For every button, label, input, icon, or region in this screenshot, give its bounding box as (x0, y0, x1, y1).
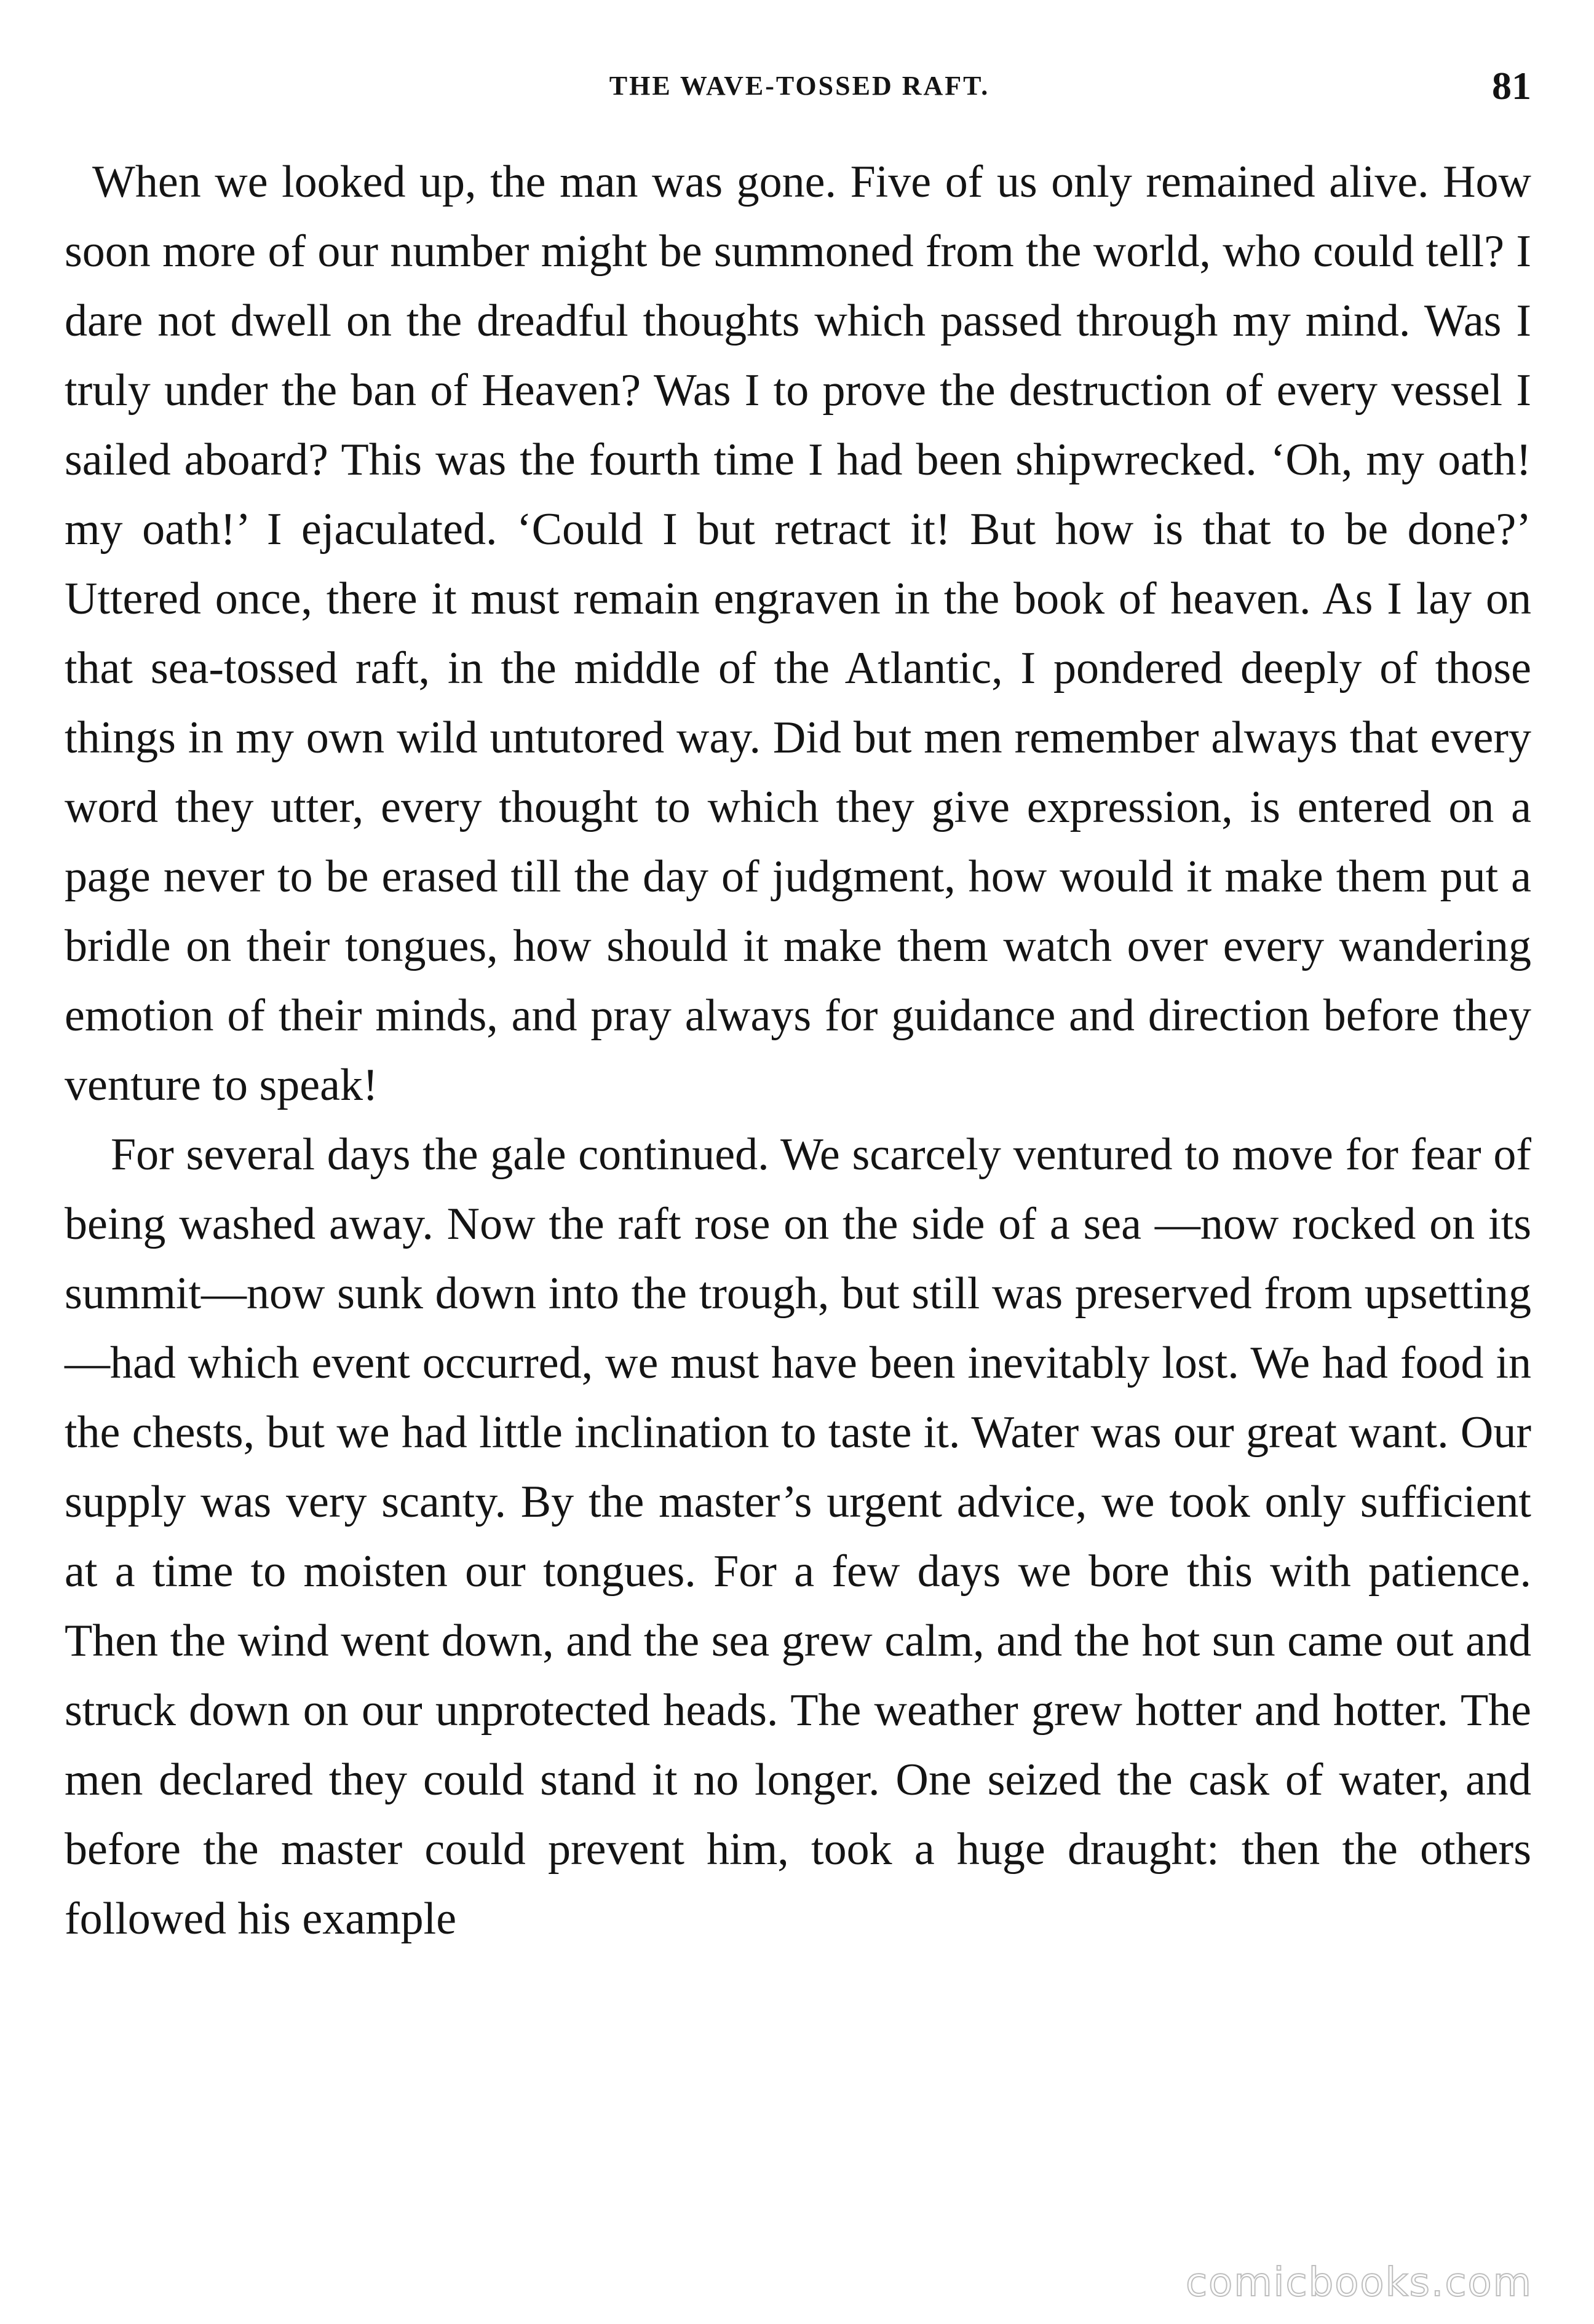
body-text (65, 148, 1531, 1954)
watermark-logo: comicbooks.com (1185, 2260, 1533, 2306)
running-title: THE WAVE-TOSSED RAFT. (609, 71, 990, 101)
paragraph-1: When we looked up, the man was gone. Five of us only remained alive. How soon more of our number might be summoned from the world, who could tell? I dare not dwell on the dreadful thoughts which passed through my mind. Was I truly under the ban of Heaven? Was I to prove the destruction of every vessel I sailed aboard? This was the fourth time I had been shipwrecked. ‘Oh, my oath! my oath!’ I ejaculated. ‘Could I but retract it! But how is that to be done?’ Uttered once, there it must remain engraven in the book of heaven. As I lay on that sea-tossed raft, in the middle of the Atlantic, I pondered deeply of those things in my own wild untutored way. Did but men remember always that every word they utter, every thought to which they give expression, is entered on a page never to be erased till the day of judgment, how would it make them put a bridle on their tongues, how should it make them watch over every wandering emotion of their minds, and pray always for guidance and direction before they venture to speak! (65, 157, 1531, 1110)
paragraph-2: For several days the gale continued. We scarcely ventured to move for fear of being washed away. Now the raft rose on the side of a sea —now rocked on its summit—now sunk down into the trough, but still was preserved from upsetting—had which event occurred, we must have been inevitably lost. We had food in the chests, but we had little inclination to taste it. Water was our great want. Our supply was very scanty. By the master’s urgent advice, we took only sufficient at a time to moisten our tongues. For a few days we bore this with patience. Then the wind went down, and the sea grew calm, and the hot sun came out and struck down on our unprotected heads. The weather grew hotter and hotter. The men declared they could stand it no longer. One seized the cask of water, and before the master could prevent him, took a huge draught: then the others followed his example (65, 1129, 1531, 1944)
page-number: 81 (1492, 64, 1531, 108)
running-head (68, 61, 1531, 111)
